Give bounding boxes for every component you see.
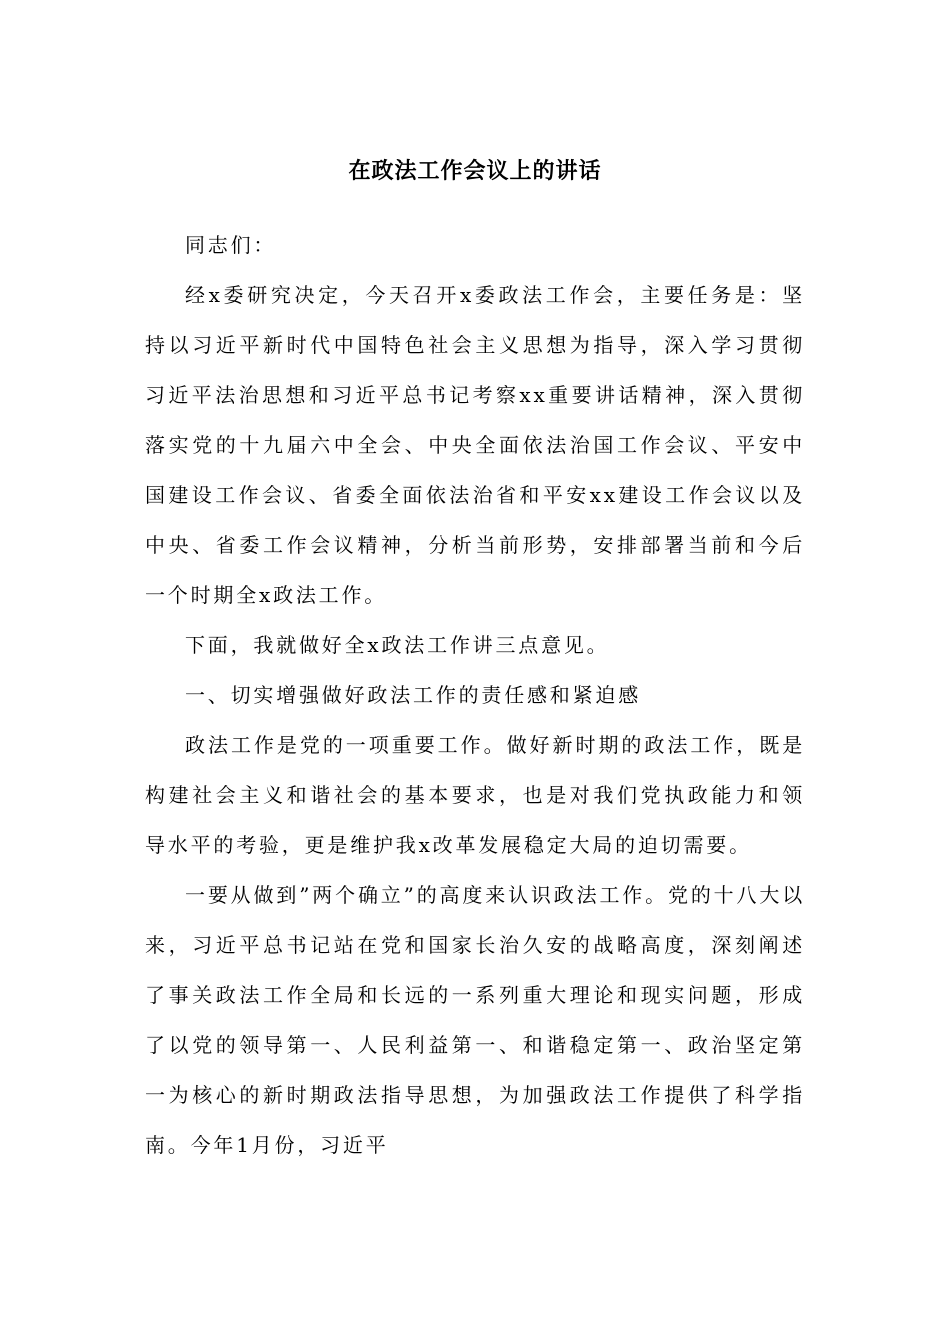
paragraph-salutation: 同志们： (185, 233, 277, 257)
document-title: 在政法工作会议上的讲话 (348, 158, 602, 184)
section-heading-1: 一、切实增强做好政法工作的责任感和紧迫感 (185, 683, 641, 707)
paragraph-section-1-point-1: 一要从做到”两个确立”的高度来认识政法工作。党的十八大以来，习近平总书记站在党和国家长治久安的战略高度，深刻阐述了事关政法工作全局和长远的一系列重大理论和现实问题，形成了以党的领导第一、人民利益第一、和谐稳定第一、政治坚定第一为核心的新时期政法指导思想，为加强政法工作提供了科学指南。今年1月份，习近平 (145, 883, 805, 1157)
document-body (145, 220, 805, 1170)
paragraph-outline: 下面，我就做好全x政法工作讲三点意见。 (185, 633, 610, 657)
paragraph-section-1-lead: 政法工作是党的一项重要工作。做好新时期的政法工作，既是构建社会主义和谐社会的基本要求，也是对我们党执政能力和领导水平的考验，更是维护我x改革发展稳定大局的迫切需要。 (145, 733, 805, 857)
paragraph-intro: 经x委研究决定，今天召开x委政法工作会，主要任务是：坚持以习近平新时代中国特色社会主义思想为指导，深入学习贯彻习近平法治思想和习近平总书记考察xx重要讲话精神，深入贯彻落实党的十九届六中全会、中央全面依法治国工作会议、平安中国建设工作会议、省委全面依法治省和平安xx建设工作会议以及中央、省委工作会议精神，分析当前形势，安排部署当前和今后一个时期全x政法工作。 (145, 283, 805, 607)
